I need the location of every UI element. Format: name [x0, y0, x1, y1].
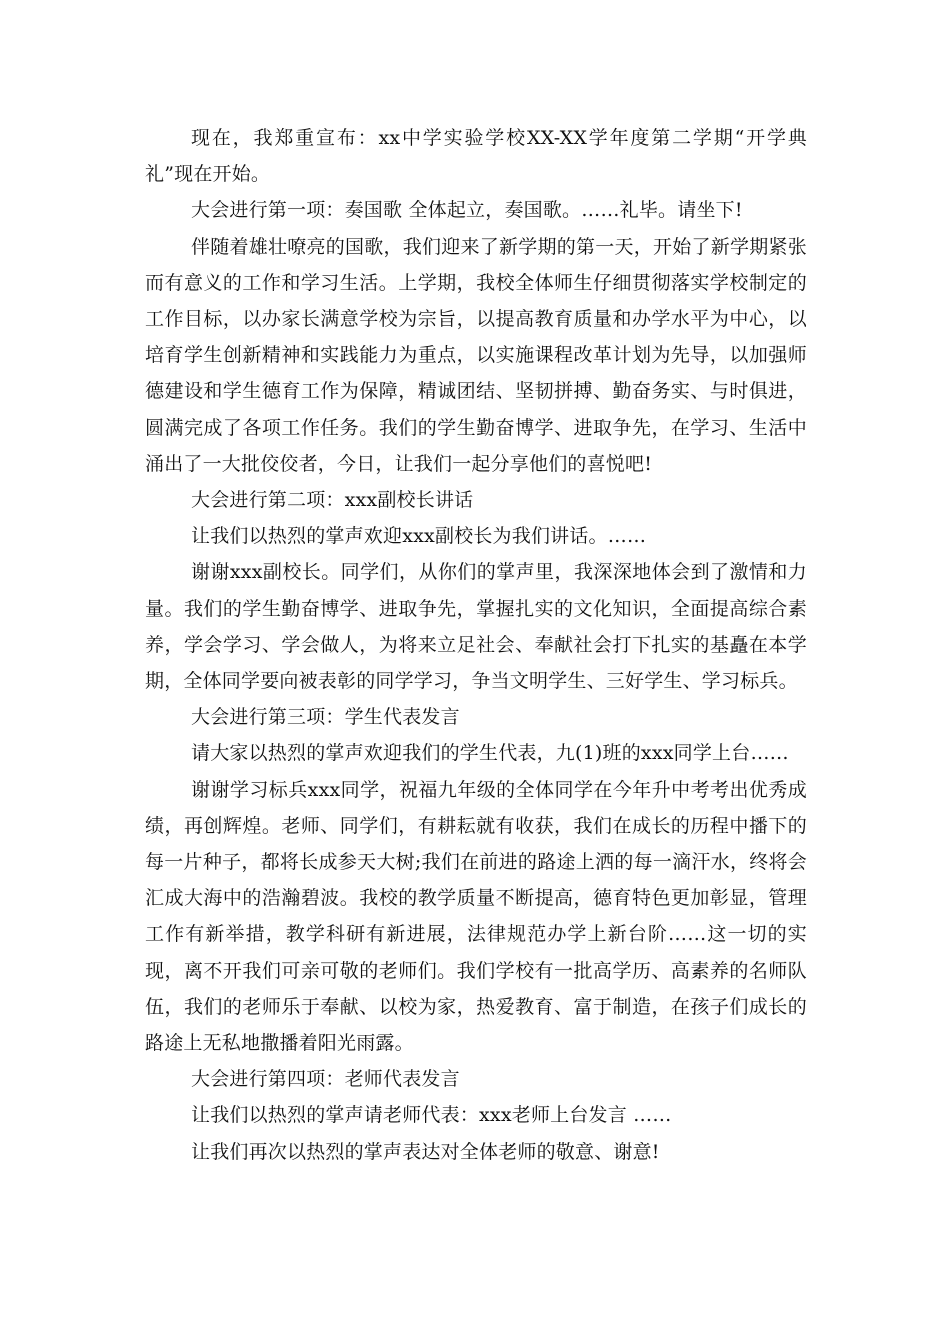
paragraph-teacher-representative-welcome: 让我们以热烈的掌声请老师代表：xxx老师上台发言 ……: [191, 1104, 672, 1127]
paragraph-item-three-heading: 大会进行第三项：学生代表发言: [191, 706, 460, 729]
paragraph-vice-principal-welcome: 让我们以热烈的掌声欢迎xxx副校长为我们讲话。……: [191, 525, 647, 548]
paragraph-student-representative-welcome: 请大家以热烈的掌声欢迎我们的学生代表，九(1)班的xxx同学上台……: [191, 742, 789, 765]
paragraph-opening-announcement: 现在，我郑重宣布：xx中学实验学校XX-XX学年度第二学期“开学典礼”现在开始。: [145, 127, 807, 186]
paragraph-thanks-student-representative: 谢谢学习标兵xxx同学，祝福九年级的全体同学在今年升中考考出优秀成绩，再创辉煌。老师、同学们，有耕耘就有收获，我们在成长的历程中播下的每一片种子，都将长成参天大树;我们在前进的路途上洒的每一滴汗水，终将会汇成大海中的浩瀚碧波。我校的教学质量不断提高，德育特色更加彰显，管理工作有新举措，教学科研有新进展，法律规范办学上新台阶……这一切的实现，离不开我们可亲可敬的老师们。我们学校有一批高学历、高素养的名师队伍，我们的老师乐于奉献、以校为家，热爱教育、富于制造，在孩子们成长的路途上无私地撒播着阳光雨露。: [145, 778, 807, 1055]
paragraph-new-semester-review: 伴随着雄壮嘹亮的国歌，我们迎来了新学期的第一天，开始了新学期紧张而有意义的工作和学习生活。上学期，我校全体师生仔细贯彻落实学校制定的工作目标，以办家长满意学校为宗旨，以提高教育质量和办学水平为中心，以培育学生创新精神和实践能力为重点，以实施课程改革计划为先导，以加强师德建设和学生德育工作为保障，精诚团结、坚韧拼搏、勤奋务实、与时俱进，圆满完成了各项工作任务。我们的学生勤奋博学、进取争先，在学习、生活中涌出了一大批佼佼者，今日，让我们一起分享他们的喜悦吧!: [145, 235, 807, 475]
paragraph-item-four-heading: 大会进行第四项：老师代表发言: [191, 1068, 460, 1091]
paragraph-thanks-teachers: 让我们再次以热烈的掌声表达对全体老师的敬意、谢意!: [191, 1140, 660, 1163]
paragraph-item-one-anthem: 大会进行第一项：奏国歌 全体起立，奏国歌。……礼毕。请坐下!: [191, 199, 743, 222]
paragraph-item-two-heading: 大会进行第二项：xxx副校长讲话: [191, 489, 474, 512]
document-body: [145, 120, 807, 1170]
paragraph-thanks-vice-principal: 谢谢xxx副校长。同学们，从你们的掌声里，我深深地体会到了激情和力量。我们的学生勤奋博学、进取争先，掌握扎实的文化知识，全面提高综合素养，学会学习、学会做人，为将来立足社会、奉献社会打下扎实的基矗在本学期，全体同学要向被表彰的同学学习，争当文明学生、三好学生、学习标兵。: [145, 561, 807, 693]
